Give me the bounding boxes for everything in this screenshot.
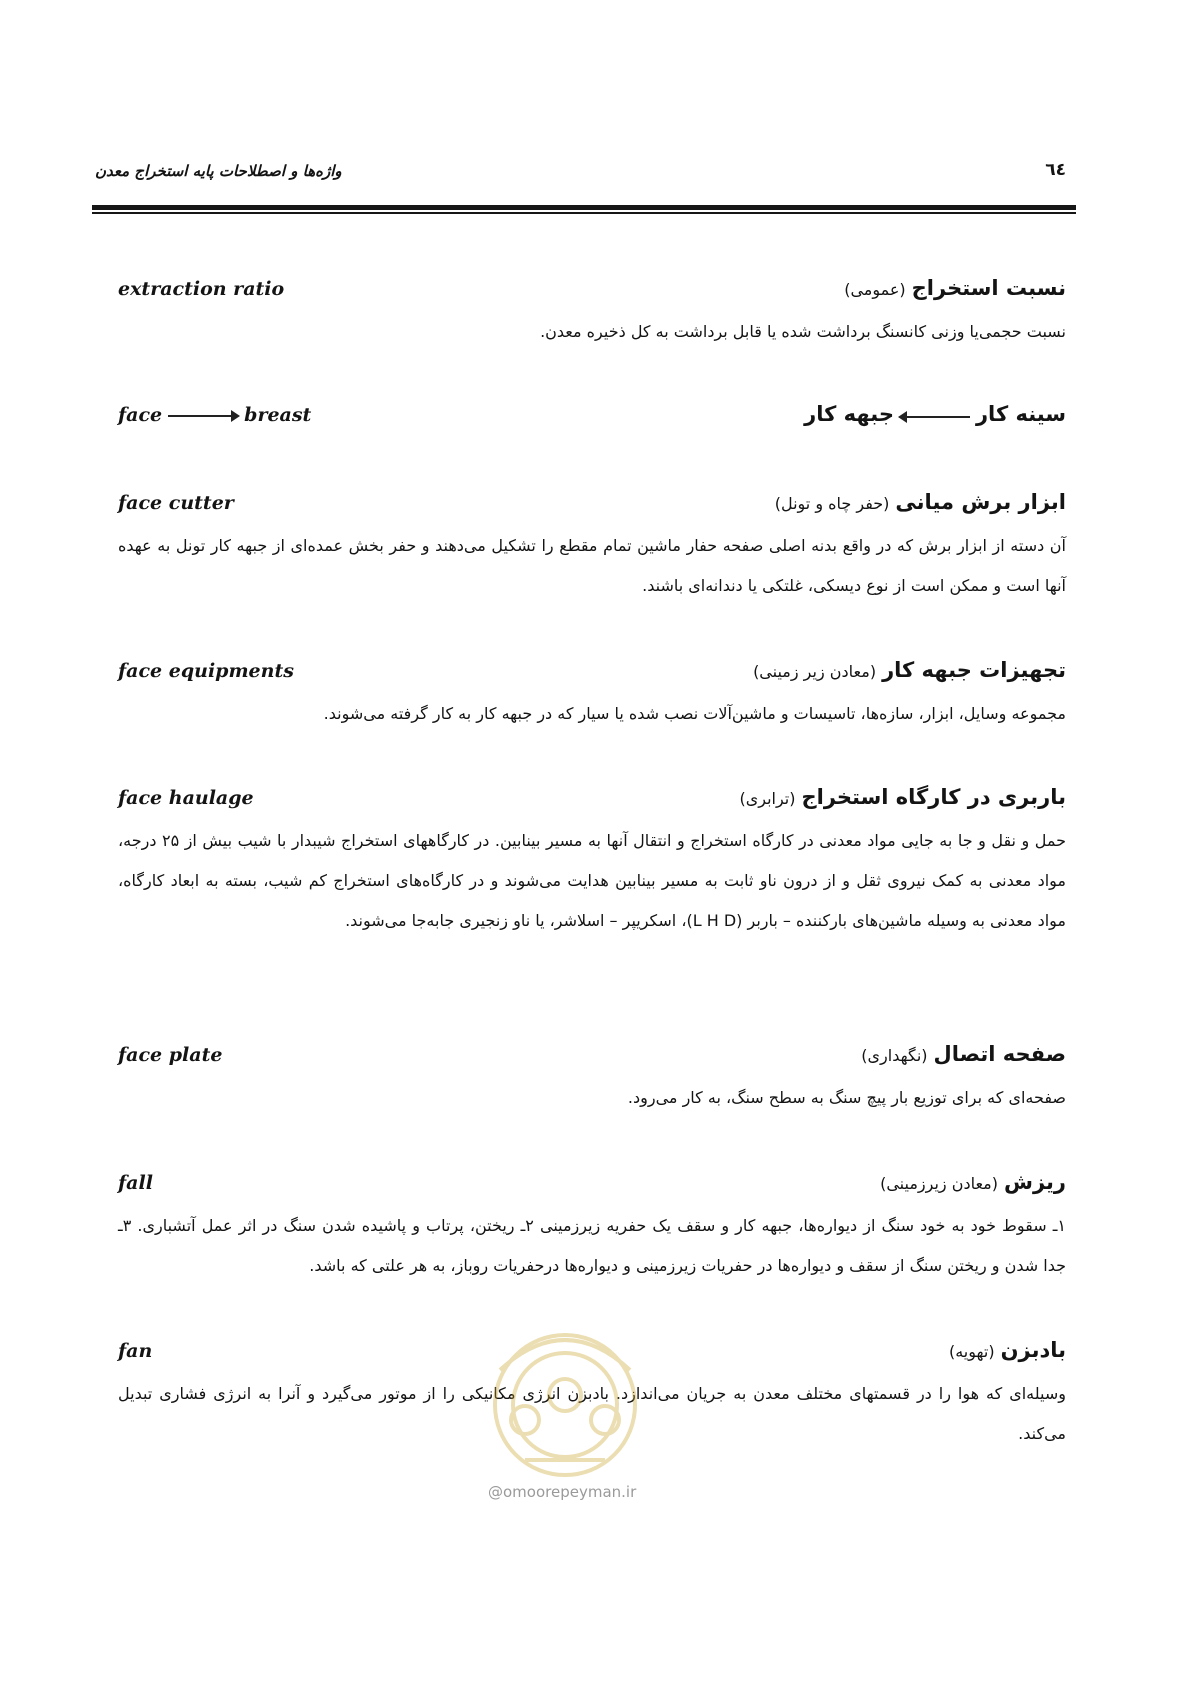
persian-heading (861, 1042, 1066, 1066)
subject-field: (معادن زیرزمینی) (880, 1174, 998, 1193)
persian-xref (804, 402, 1066, 426)
subject-field: (نگهداری) (861, 1046, 928, 1065)
persian-term: بادبزن (1000, 1338, 1066, 1362)
persian-term: باربری در کارگاه استخراج (801, 785, 1066, 809)
definition: حمل و نقل و جا به جایی مواد معدنی در کارگاه استخراج و انتقال آنها به مسیر بینابین. در کارگاههای استخراج شیبدار با شیب بیش از ۲۵ درجه، مواد معدنی به کمک نیروی ثقل و از درون ناو ثابت به مسیر بینابین هدایت می‌شوند و در کارگاه‌های استخراج کم شیب، بسته به ابعاد کارگاه، مواد معدنی به وسیله ماشین‌های بارکننده – باربر (L H D)، اسکریپر – اسلاشر، یا ناو زنجیری جابه‌جا می‌شوند. (118, 831, 1066, 930)
glossary-entry (118, 1170, 1066, 1286)
english-term: fan (118, 1340, 153, 1362)
subject-field: (تهویه) (948, 1342, 995, 1361)
cross-reference-entry (118, 402, 1066, 432)
persian-heading (844, 276, 1066, 300)
glossary-entry (118, 785, 1066, 941)
persian-term: ابزار برش میانی (895, 490, 1066, 514)
persian-heading (775, 490, 1066, 514)
english-xref (118, 404, 311, 426)
english-term: face cutter (118, 492, 234, 514)
subject-field: (معادن زیر زمینی) (753, 662, 877, 681)
persian-term: سینه کار (975, 402, 1066, 426)
glossary-entry (118, 1042, 1066, 1118)
english-target-term: breast (244, 404, 312, 426)
english-term: face haulage (118, 787, 254, 809)
definition: آن دسته از ابزار برش که در واقع بدنه اصلی صفحه حفار ماشین تمام مقطع را تشکیل می‌دهند و حفر بخش عمده‌ای از جبهه کار تونل به عهده آنها است و ممکن است از نوع دیسکی، غلتکی یا دندانه‌ای باشند. (118, 536, 1066, 595)
persian-heading (739, 785, 1066, 809)
glossary-entry (118, 490, 1066, 606)
definition: وسیله‌ای که هوا را در قسمتهای مختلف معدن به جریان می‌اندازد. بادبزن انرژی مکانیکی را از موتور می‌گیرد و آنرا به انرژی فشاری تبدیل می‌کند. (118, 1384, 1066, 1443)
running-title: واژه‌ها و اصطلاحات پایه استخراج معدن (95, 162, 342, 180)
persian-heading (753, 658, 1066, 682)
subject-field: (حفر چاه و تونل) (774, 494, 890, 513)
header-rule-thick (92, 205, 1076, 210)
persian-term: صفحه اتصال (933, 1042, 1066, 1066)
english-term: extraction ratio (118, 278, 285, 300)
persian-target-term: جبهه کار (804, 402, 894, 426)
arrow-right-icon (168, 415, 238, 417)
persian-term: تجهیزات جبهه کار (882, 658, 1066, 682)
definition: نسبت حجمی‌یا وزنی کانسنگ برداشت شده یا قابل برداشت به کل ذخیره معدن. (540, 322, 1066, 341)
definition: صفحه‌ای که برای توزیع بار پیچ سنگ به سطح سنگ، به کار می‌رود. (627, 1088, 1066, 1107)
page-header (95, 162, 1066, 192)
subject-field: (ترابری) (739, 789, 796, 808)
english-term: fall (118, 1172, 153, 1194)
persian-heading (880, 1170, 1066, 1194)
definition: ۱ـ سقوط خود به خود سنگ از دیواره‌ها، جبهه کار و سقف یک حفریه زیرزمینی ۲ـ ریختن، پرتاب و پاشیده شدن سنگ در اثر عمل آتشباری. ۳ـ جدا شدن و ریختن سنگ از سقف و دیواره‌ها در حفریات زیرزمینی و دیواره‌ها درحفریات روباز، به هر علتی که باشد. (118, 1216, 1067, 1275)
glossary-entry (118, 658, 1066, 734)
page-number: ٦٤ (1045, 160, 1066, 180)
english-term: face plate (118, 1044, 223, 1066)
english-term: face (118, 404, 163, 426)
persian-term: نسبت استخراج (911, 276, 1066, 300)
watermark-logo-icon (465, 1310, 665, 1490)
header-rule-thin (92, 212, 1076, 214)
glossary-entry (118, 276, 1066, 352)
definition: مجموعه وسایل، ابزار، سازه‌ها، تاسیسات و ماشین‌آلات نصب شده یا سیار که در جبهه کار به کار گرفته می‌شوند. (323, 704, 1066, 723)
english-term: face equipments (118, 660, 294, 682)
subject-field: (عمومی) (844, 280, 906, 299)
persian-heading (949, 1338, 1066, 1362)
persian-term: ریزش (1003, 1170, 1066, 1194)
arrow-left-icon (900, 416, 970, 418)
watermark-text: @omoorepeyman.ir (488, 1483, 637, 1501)
